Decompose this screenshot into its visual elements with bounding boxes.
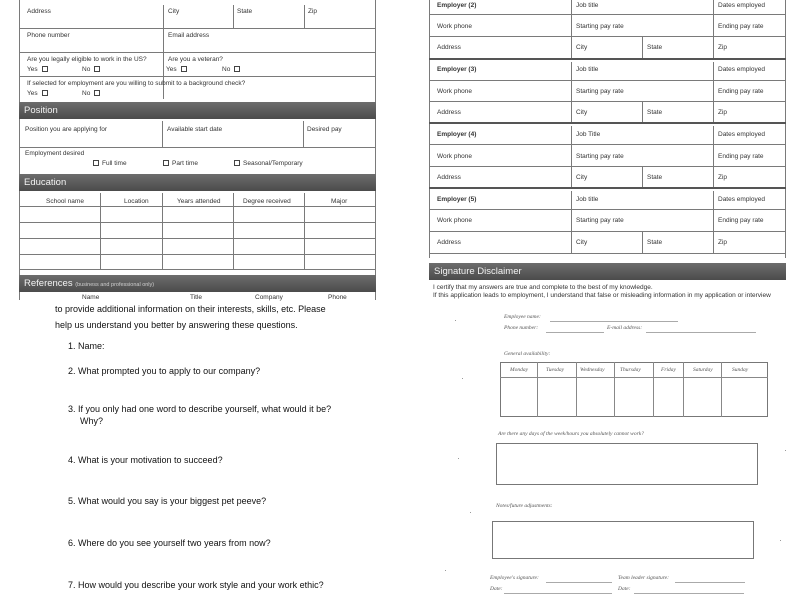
eligible-no[interactable]: No xyxy=(82,66,100,73)
signature-section-header: Signature Disclaimer xyxy=(429,263,786,280)
start-date-label: Available start date xyxy=(167,126,223,133)
employer-3-label: Employer (3) xyxy=(437,66,477,73)
employer-3-state: State xyxy=(647,109,663,116)
eligible-no-checkbox[interactable] xyxy=(94,66,100,72)
right-employer-form xyxy=(400,0,800,300)
phone-label: Phone number xyxy=(27,32,70,39)
address-label: Address xyxy=(27,8,51,15)
question-2: 2. What prompted you to apply to our company? xyxy=(68,366,261,376)
employer-3-start-pay: Starting pay rate xyxy=(576,88,624,95)
part-time-option[interactable]: Part time xyxy=(163,160,198,167)
employer-2-start-pay: Starting pay rate xyxy=(576,23,624,30)
day-monday: Monday xyxy=(510,367,529,373)
notes-box[interactable] xyxy=(492,521,754,559)
employer-5-address: Address xyxy=(437,239,461,246)
state-label: State xyxy=(237,8,253,15)
veteran-no[interactable]: No xyxy=(222,66,240,73)
employer-3-city: City xyxy=(576,109,588,116)
notes-label: Notes/future adjustments: xyxy=(496,503,553,509)
eligible-yes-checkbox[interactable] xyxy=(42,66,48,72)
availability-form xyxy=(400,300,800,600)
employer-3-address: Address xyxy=(437,109,461,116)
unavailable-box[interactable] xyxy=(496,443,758,485)
zip-label: Zip xyxy=(308,8,318,15)
references-section-header: References (business and professional only) xyxy=(19,275,376,292)
employer-5-city: City xyxy=(576,239,588,246)
desired-pay-label: Desired pay xyxy=(307,126,342,133)
veteran-yes-checkbox[interactable] xyxy=(181,66,187,72)
team-leader-signature-label: Team leader signature: xyxy=(618,575,669,581)
ref-col-title: Title xyxy=(190,294,203,301)
employee-date-label: Date: xyxy=(490,586,503,592)
day-thursday: Thursday xyxy=(620,367,641,373)
seasonal-option[interactable]: Seasonal/Temporary xyxy=(234,160,303,167)
question-5: 5. What would you say is your biggest pet peeve? xyxy=(68,496,267,506)
question-3-why: Why? xyxy=(80,416,104,426)
employer-5-end-pay: Ending pay rate xyxy=(718,217,764,224)
question-6: 6. Where do you see yourself two years from now? xyxy=(68,538,271,548)
full-time-checkbox[interactable] xyxy=(93,160,99,166)
employer-4-state: State xyxy=(647,174,663,181)
employer-2-city: City xyxy=(576,44,588,51)
employee-name-label: Employee name: xyxy=(504,314,541,320)
signature-line-2: If this application leads to employment, I understand that false or misleading information in my application or interview xyxy=(433,292,771,299)
question-7: 7. How would you describe your work style and your work ethic? xyxy=(68,580,324,590)
ref-col-company: Company xyxy=(255,294,283,301)
veteran-question: Are you a veteran? xyxy=(168,56,223,63)
employer-5-job: Job title xyxy=(576,196,599,203)
references-subtitle: (business and professional only) xyxy=(75,282,155,288)
seasonal-checkbox[interactable] xyxy=(234,160,240,166)
intro-line-2: help us understand you better by answering these questions. xyxy=(55,320,298,330)
question-4: 4. What is your motivation to succeed? xyxy=(68,455,223,465)
edu-col-major: Major xyxy=(331,198,348,205)
part-time-checkbox[interactable] xyxy=(163,160,169,166)
employer-4-start-pay: Starting pay rate xyxy=(576,153,624,160)
employer-4-label: Employer (4) xyxy=(437,131,477,138)
employer-4-city: City xyxy=(576,174,588,181)
position-applying-label: Position you are applying for xyxy=(25,126,108,133)
email-address-label: E-mail address: xyxy=(607,325,643,331)
employer-5-state: State xyxy=(647,239,663,246)
edu-col-location: Location xyxy=(124,198,149,205)
email-label: Email address xyxy=(168,32,210,39)
employer-5-phone: Work phone xyxy=(437,217,472,224)
employer-5-label: Employer (5) xyxy=(437,196,477,203)
question-1: 1. Name: xyxy=(68,341,105,351)
employer-2-job: Job title xyxy=(576,2,599,9)
day-sunday: Sunday xyxy=(732,367,749,373)
edu-col-years: Years attended xyxy=(177,198,221,205)
employer-4-phone: Work phone xyxy=(437,153,472,160)
position-section-header: Position xyxy=(19,102,376,119)
question-3: 3. If you only had one word to describe yourself, what would it be? xyxy=(68,404,332,414)
leader-date-label: Date: xyxy=(618,586,631,592)
full-time-option[interactable]: Full time xyxy=(93,160,127,167)
employer-2-address: Address xyxy=(437,44,461,51)
employer-2-phone: Work phone xyxy=(437,23,472,30)
employer-4-job: Job Title xyxy=(576,131,601,138)
employer-2-dates: Dates employed xyxy=(718,2,765,9)
edu-col-school: School name xyxy=(46,198,84,205)
background-no[interactable]: No xyxy=(82,90,100,97)
edu-col-degree: Degree received xyxy=(243,198,291,205)
employer-5-dates: Dates employed xyxy=(718,196,765,203)
employer-3-zip: Zip xyxy=(718,109,728,116)
day-wednesday: Wednesday xyxy=(580,367,605,373)
city-label: City xyxy=(168,8,180,15)
employer-2-end-pay: Ending pay rate xyxy=(718,23,764,30)
unavailable-question: Are there any days of the week/hours you absolutely cannot work? xyxy=(498,431,644,437)
day-tuesday: Tuesday xyxy=(546,367,565,373)
employer-3-phone: Work phone xyxy=(437,88,472,95)
signature-line-1: I certify that my answers are true and complete to the best of my knowledge. xyxy=(433,284,653,291)
veteran-no-checkbox[interactable] xyxy=(234,66,240,72)
employer-3-end-pay: Ending pay rate xyxy=(718,88,764,95)
questionnaire xyxy=(0,300,400,600)
employer-4-zip: Zip xyxy=(718,174,728,181)
employer-4-dates: Dates employed xyxy=(718,131,765,138)
employer-3-job: Job title xyxy=(576,66,599,73)
background-question: If selected for employment are you willing to submit to a background check? xyxy=(27,80,246,87)
intro-line-1: to provide additional information on their interests, skills, etc. Please xyxy=(55,304,326,314)
eligible-question: Are you legally eligible to work in the US? xyxy=(27,56,147,63)
employer-5-start-pay: Starting pay rate xyxy=(576,217,624,224)
phone-number-label: Phone number: xyxy=(504,325,539,331)
employee-signature-label: Employee's signature: xyxy=(490,575,539,581)
employer-2-zip: Zip xyxy=(718,44,728,51)
general-availability-label: General availability: xyxy=(504,351,551,357)
employer-2-label: Employer (2) xyxy=(437,2,477,9)
employment-desired-label: Employment desired xyxy=(25,150,85,157)
employer-4-address: Address xyxy=(437,174,461,181)
background-yes-checkbox[interactable] xyxy=(42,90,48,96)
employer-4-end-pay: Ending pay rate xyxy=(718,153,764,160)
day-friday: Friday xyxy=(661,367,676,373)
eligible-yes[interactable]: Yes xyxy=(27,66,48,73)
education-section-header: Education xyxy=(19,174,376,191)
ref-col-name: Name xyxy=(82,294,100,301)
employer-3-dates: Dates employed xyxy=(718,66,765,73)
employer-2-state: State xyxy=(647,44,663,51)
employer-5-zip: Zip xyxy=(718,239,728,246)
day-saturday: Saturday xyxy=(693,367,713,373)
left-application-form xyxy=(0,0,400,300)
background-no-checkbox[interactable] xyxy=(94,90,100,96)
ref-col-phone: Phone xyxy=(328,294,347,301)
veteran-yes[interactable]: Yes xyxy=(166,66,187,73)
background-yes[interactable]: Yes xyxy=(27,90,48,97)
